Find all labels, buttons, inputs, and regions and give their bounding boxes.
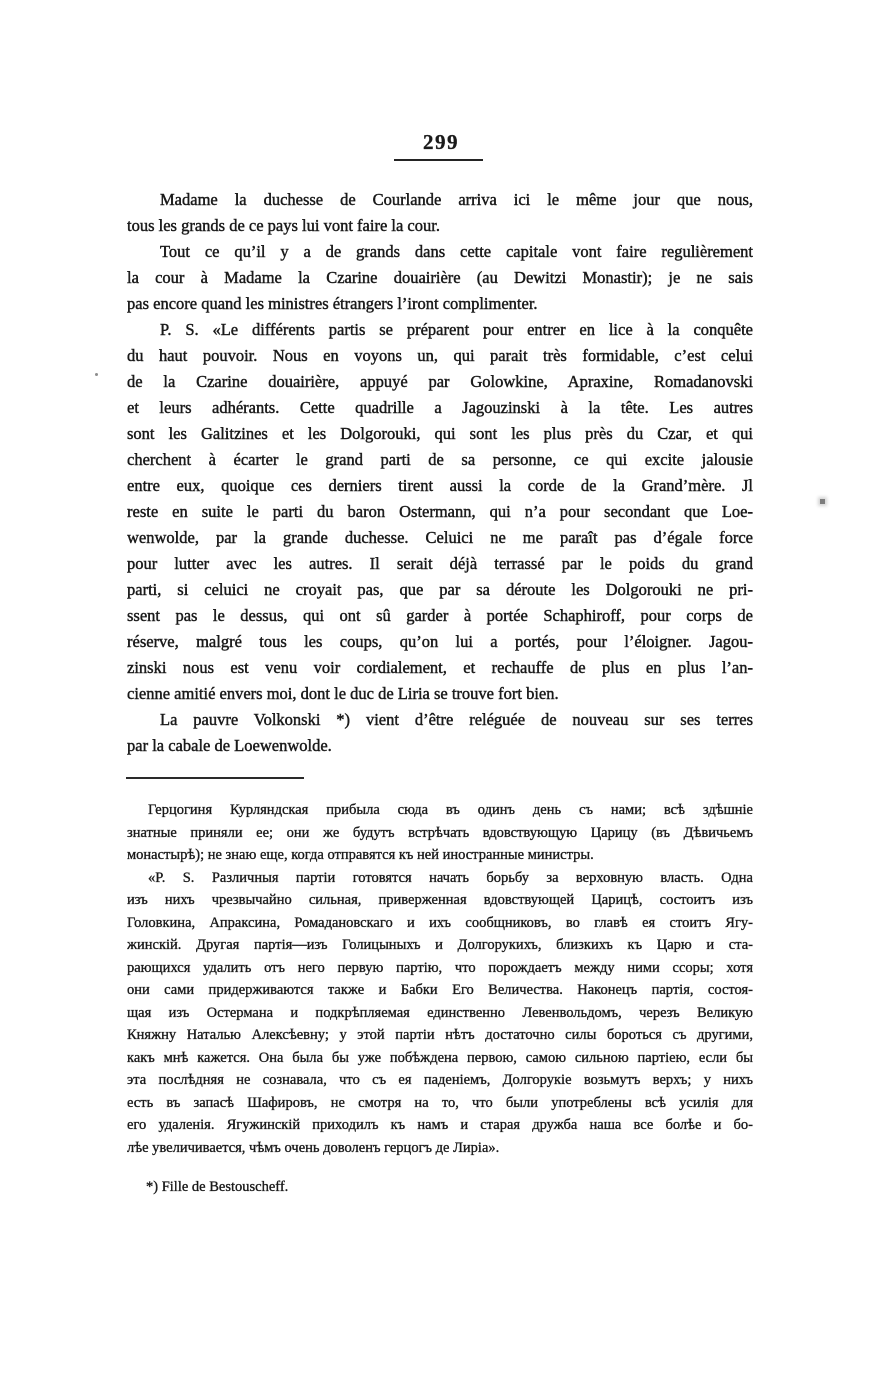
text-line: sont les Galitzines et les Dolgorouki, qui sont les plus près du Czar, et qui — [127, 424, 753, 443]
scan-speck-right — [820, 499, 825, 504]
page-number-rule — [394, 159, 483, 161]
text-line: лѣе увеличивается, чѣмъ очень доволенъ герцогъ де Лиріа». — [127, 1139, 500, 1156]
text-line: знатные приняли ее; они же будутъ встрѣчать вдовствующую Царицу (въ Дѣвичьемъ — [127, 824, 753, 841]
russian-text-block — [127, 799, 753, 1159]
text-line: pas encore quand les ministres étrangers l’iront complimenter. — [127, 294, 538, 313]
text-line: cienne amitié envers moi, dont le duc de Liria se trouve fort bien. — [127, 684, 559, 703]
text-line: щая изъ Остермана и подкрѣпляемая единственно Левенвольдомъ, черезъ Великую — [127, 1004, 753, 1021]
text-line: эта послѣдняя не сознавала, что съ ея паденіемъ, Долгорукіе возьмутъ верхъ; у нихъ — [127, 1072, 753, 1088]
section-separator-rule — [126, 777, 304, 779]
french-text-block — [127, 187, 753, 759]
text-line: они сами придерживаются также и Бабки Его Величества. Наконецъ партія, состоя- — [127, 982, 753, 998]
text-line: монастырѣ); не знаю еще, когда отправятся къ ней иностранные министры. — [127, 847, 594, 863]
text-line: reste en suite le parti du baron Ostermann, qui n’a pour secondant que Loe- — [127, 502, 753, 521]
text-line: pour lutter avec les autres. Il serait déjà terrassé par le poids du grand — [127, 554, 753, 573]
french-paragraph-2 — [127, 239, 753, 317]
text-line: Tout ce qu’il y a de grands dans cette capitale vont faire regulièrement — [160, 242, 753, 261]
text-line: zinski nous est venu voir cordialement, et rechauffe de plus en plus l’an- — [127, 658, 753, 677]
text-line: wenwolde, par la grande duchesse. Celuici ne me paraît pas d’égale force — [127, 528, 753, 547]
text-line: cherchent à écarter le grand parti de sa personne, ce qui excite jalousie — [127, 450, 753, 469]
text-line: et leurs adhérants. Cette quadrille a Jagouzinski à la tête. Les autres — [127, 398, 753, 417]
text-line: du haut pouvoir. Nous en voyons un, qui parait très formidable, c’est celui — [127, 346, 753, 365]
text-line: Madame la duchesse de Courlande arriva ici le même jour que nous, — [160, 190, 753, 209]
text-line: изъ нихъ чрезвычайно сильная, приверженная вдовствующей Царицѣ, состоитъ изъ — [127, 892, 753, 908]
text-line: рающихся удалить отъ него первую партію, что порождаетъ между ними ссоры; хотя — [127, 959, 753, 976]
text-line: какъ мнѣ кажется. Она была бы уже побѣждена первою, самою сильною партіею, если бы — [127, 1049, 753, 1066]
text-line: Княжну Наталью Алексѣевну; у этой партіи нѣтъ достаточно силы бороться съ другими, — [127, 1027, 753, 1043]
footnote — [146, 1179, 288, 1196]
text-line: есть въ запасѣ Шафировъ, не смотря на то, что были употреблены всѣ усилія для — [127, 1094, 753, 1111]
french-paragraph-4 — [127, 707, 753, 759]
text-line: parti, si celuici ne croyait pas, que par sa déroute les Dolgorouki ne pri- — [127, 580, 753, 599]
text-line: жинскій. Другая партія—изъ Голицыныхъ и Долгорукихъ, близкихъ къ Царю и ста- — [127, 937, 753, 953]
scan-speck-left — [95, 373, 98, 376]
text-line: entre eux, quoique ces derniers tirent aussi la corde de la Grand’mère. Jl — [127, 476, 753, 495]
russian-paragraph-2 — [127, 867, 753, 1160]
text-line: «P. S. Различныя партіи готовятся начать борьбу за верховную власть. Одна — [148, 869, 753, 886]
footnote-text: *) Fille de Bestouscheff. — [146, 1179, 289, 1195]
text-line: ssent pas le dessus, qui ont sû garder à portée Schaphiroff, pour corps de — [127, 606, 753, 625]
text-line: Герцогиня Курляндская прибыла сюда въ одинъ день съ нами; всѣ здѣшніе — [148, 802, 753, 818]
text-line: la cour à Madame la Czarine douairière (au Dewitzi Monastir); je ne sais — [127, 268, 753, 287]
text-line: réserve, malgré tous les coups, qu’on lui a portés, pour l’éloigner. Jagou- — [127, 632, 753, 651]
page-number: 299 — [423, 130, 459, 154]
text-line: P. S. «Le différents partis se préparent pour entrer en lice à la conquête — [160, 320, 753, 339]
text-line: tous les grands de ce pays lui vont faire la cour. — [127, 216, 440, 235]
text-line: La pauvre Volkonski *) vient d’être reléguée de nouveau sur ses terres — [160, 710, 753, 729]
russian-paragraph-1 — [127, 799, 753, 867]
french-paragraph-1 — [127, 187, 753, 239]
french-paragraph-3 — [127, 317, 753, 707]
text-line: его удаленія. Ягужинскій приходилъ къ намъ и старая дружба наша все болѣе и бо- — [127, 1117, 753, 1133]
text-line: Головкина, Апраксина, Ромадановскаго и ихъ сообщниковъ, во главѣ ея стоитъ Ягу- — [127, 914, 753, 931]
text-line: de la Czarine douairière, appuyé par Golowkine, Apraxine, Romadanovski — [127, 372, 753, 391]
text-line: par la cabale de Loewenwolde. — [127, 736, 332, 755]
